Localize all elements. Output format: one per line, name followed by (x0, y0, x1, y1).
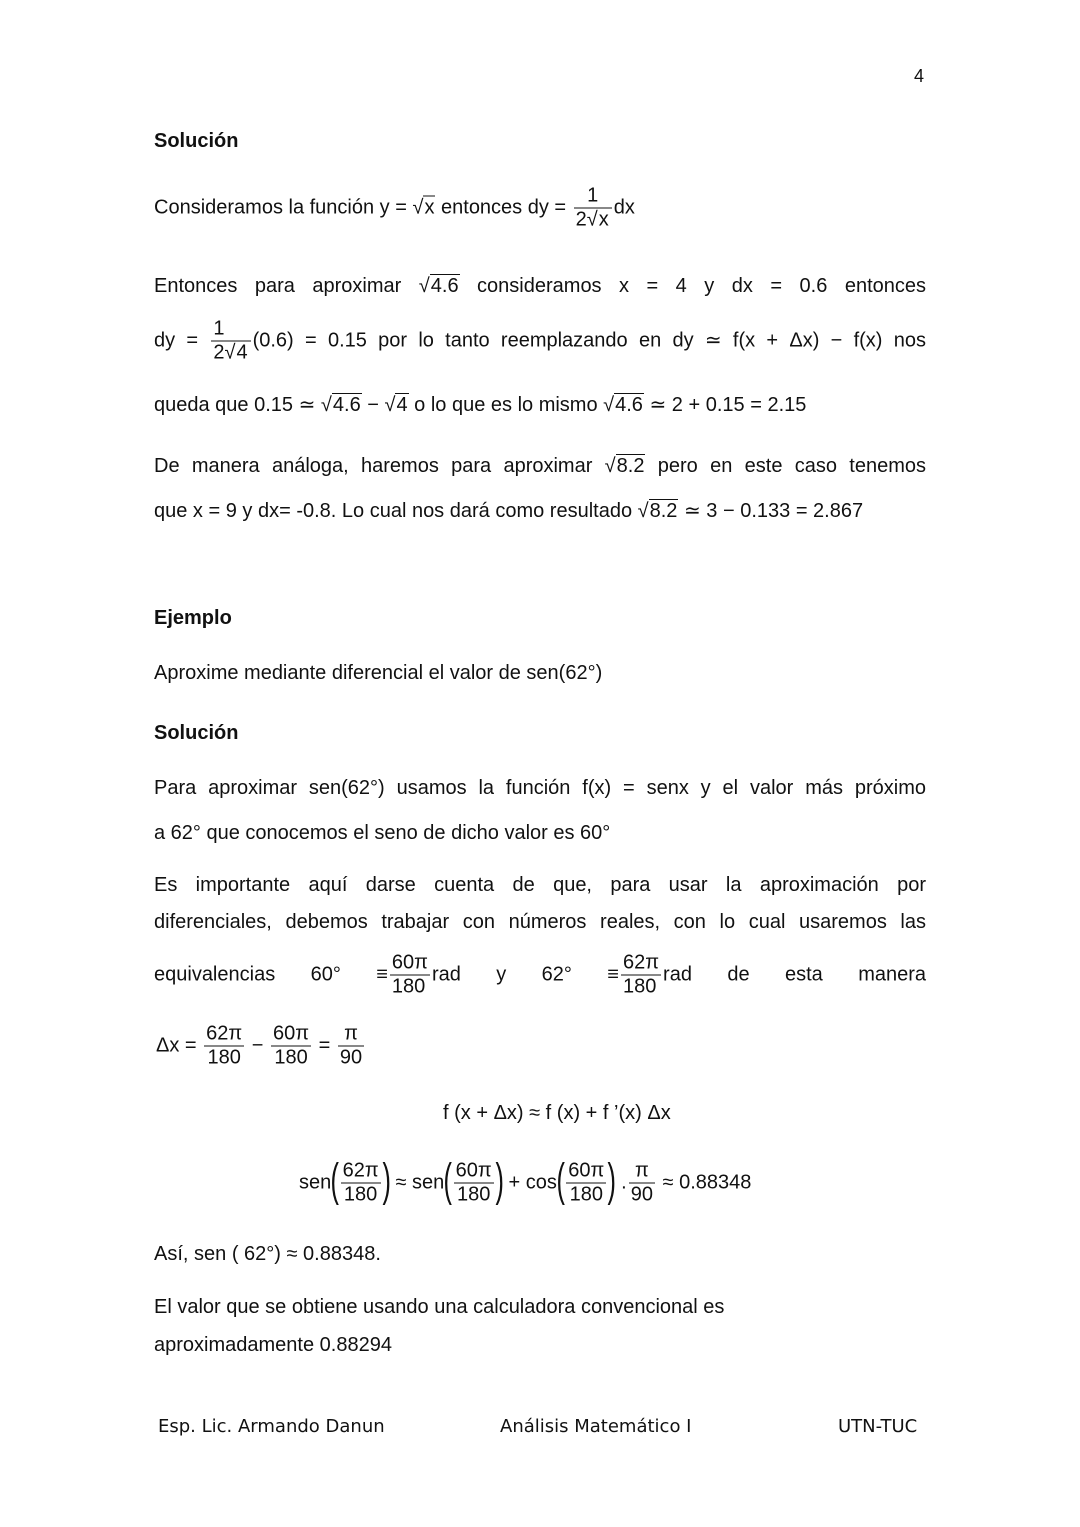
parenthesis: ( (443, 1153, 453, 1205)
square-root (321, 393, 362, 416)
text-segment: Es importante aquí darse cuenta de que, para usar la aproximación por (154, 874, 926, 896)
square-root (605, 454, 646, 477)
numerator (454, 1160, 494, 1184)
text-segment: 180 (456, 1183, 491, 1206)
denominator (341, 1184, 381, 1207)
square-root (224, 341, 248, 364)
radicand: x (424, 196, 435, 219)
text-segment: 62π (622, 951, 660, 974)
text-segment: o lo que es lo mismo (408, 394, 604, 416)
text-segment: 2 (213, 341, 225, 364)
denominator (338, 1047, 364, 1070)
text-segment: Δx = (156, 1034, 203, 1057)
radicand: 4.6 (615, 394, 643, 416)
text-segment: 60π (273, 1022, 310, 1045)
numerator (390, 952, 430, 976)
fraction (390, 952, 430, 999)
radicand: 4.6 (430, 275, 459, 297)
text-line (154, 776, 926, 800)
equation-sen-62 (299, 1153, 752, 1207)
text-segment: Así, sen ( 62°) ≈ 0.88348. (154, 1243, 381, 1265)
fraction (271, 1023, 311, 1070)
text-line (154, 318, 926, 365)
denominator (629, 1184, 655, 1207)
text-segment: 180 (622, 975, 657, 998)
text-segment: equivalencias 60° ≡ (154, 963, 388, 986)
radical-sign-icon: √ (224, 341, 236, 364)
text-line (154, 454, 926, 478)
square-root (603, 393, 644, 416)
text-line (154, 499, 863, 523)
radical-sign-icon: √ (418, 275, 430, 297)
text-line (154, 1295, 724, 1319)
text-line (154, 1242, 381, 1266)
text-line (154, 1333, 392, 1357)
heading-ejemplo (154, 606, 232, 630)
footer-institution: UTN-TUC (838, 1416, 918, 1437)
text-line (154, 910, 926, 934)
fraction (629, 1160, 655, 1207)
text-segment: ≃ 3 − 0.133 = 2.867 (678, 500, 864, 522)
square-root (638, 499, 679, 522)
denominator (211, 342, 250, 365)
text-segment: diferenciales, debemos trabajar con números reales, con lo cual usaremos las (154, 911, 926, 933)
text-segment: = (313, 1034, 336, 1057)
numerator (621, 952, 661, 976)
text-segment: 180 (569, 1183, 603, 1206)
radical-sign-icon: √ (320, 394, 332, 416)
numerator (629, 1160, 655, 1184)
text-segment: 180 (207, 1046, 241, 1069)
text-segment: dx (613, 196, 635, 219)
square-root (419, 274, 460, 297)
text-segment: 60π (455, 1159, 492, 1182)
text-segment: entonces dy = (435, 196, 572, 219)
text-segment: π (634, 1159, 649, 1182)
text-segment: 90 (630, 1183, 653, 1206)
text-segment: Solución (154, 130, 239, 152)
radicand: 4 (396, 394, 408, 416)
radical-sign-icon: √ (412, 196, 424, 219)
text-line (154, 873, 926, 897)
text-segment: 62π (342, 1159, 379, 1182)
footer-course: Análisis Matemático I (500, 1416, 692, 1437)
text-segment: Aproxime mediante diferencial el valor de sen(62°) (154, 662, 603, 684)
text-segment: pero en este caso tenemos (645, 455, 926, 477)
text-segment: De manera análoga, haremos para aproximar (154, 455, 605, 477)
page-number: 4 (914, 66, 925, 86)
square-root (412, 195, 435, 218)
fraction (204, 1023, 244, 1070)
text-segment: 180 (343, 1183, 378, 1206)
square-root (385, 393, 409, 416)
text-segment: Ejemplo (154, 607, 232, 629)
denominator (204, 1047, 244, 1070)
text-line (154, 661, 602, 685)
denominator (621, 976, 661, 999)
text-segment: + cos (503, 1171, 557, 1194)
text-segment: − (361, 394, 385, 416)
radical-sign-icon: √ (603, 394, 615, 416)
radicand: x (598, 208, 609, 231)
text-segment: 60π (391, 951, 428, 974)
radical-sign-icon: √ (586, 208, 598, 231)
denominator (566, 1184, 606, 1207)
equation-approximation (443, 1101, 671, 1125)
text-segment: rad y 62° ≡ (431, 963, 619, 986)
heading-solucion (154, 129, 238, 153)
text-line (154, 821, 610, 845)
radical-sign-icon: √ (604, 455, 616, 477)
numerator (341, 1160, 381, 1184)
text-segment: que x = 9 y dx= -0.8. Lo cual nos dará como resultado (154, 500, 638, 522)
fraction (211, 318, 250, 365)
text-segment: sen (299, 1171, 332, 1194)
radicand: 4.6 (332, 394, 361, 416)
text-segment: El valor que se obtiene usando una calculadora convencional es (154, 1296, 725, 1318)
text-segment: 180 (274, 1046, 308, 1069)
fraction (566, 1160, 606, 1207)
fraction (338, 1023, 364, 1070)
parenthesis: ( (556, 1153, 565, 1205)
radical-sign-icon: √ (637, 500, 649, 522)
text-segment: queda que 0.15 ≃ (154, 394, 321, 416)
text-segment: 90 (339, 1046, 363, 1069)
text-segment: 62π (206, 1022, 243, 1045)
numerator (338, 1023, 364, 1047)
fraction (621, 952, 661, 999)
parenthesis: ) (495, 1153, 504, 1205)
text-segment: − (246, 1034, 269, 1057)
text-segment: 60π (568, 1159, 605, 1182)
text-segment: consideramos x = 4 y dx = 0.6 entonces (459, 275, 926, 297)
text-segment: 2 (575, 208, 587, 231)
fraction (454, 1160, 494, 1207)
text-segment: ≈ 0.88348 (657, 1171, 752, 1194)
text-segment: 180 (391, 975, 426, 998)
footer-author: Esp. Lic. Armando Danun (158, 1416, 385, 1437)
numerator (574, 185, 612, 209)
denominator (574, 209, 612, 232)
fraction (574, 185, 612, 232)
parenthesis: ( (330, 1153, 340, 1205)
text-segment: 1 (213, 317, 225, 340)
numerator (204, 1023, 244, 1047)
radicand: 8.2 (649, 500, 678, 522)
text-segment: ≈ sen (389, 1171, 445, 1194)
numerator (566, 1160, 606, 1184)
text-segment: Solución (154, 722, 239, 744)
text-segment: Consideramos la función y = (154, 196, 413, 219)
parenthesis: ) (607, 1153, 617, 1205)
text-line (154, 393, 806, 417)
text-segment: f (x + Δx) ≈ f (x) + f ’(x) Δx (443, 1102, 671, 1124)
radicand: 4 (236, 341, 248, 364)
text-segment: a 62° que conocemos el seno de dicho valor es 60° (154, 822, 611, 844)
text-segment: 1 (587, 184, 599, 207)
text-segment: . (615, 1171, 627, 1194)
denominator (390, 976, 430, 999)
text-segment: dy = (154, 329, 210, 352)
text-line (154, 185, 635, 232)
text-segment: (0.6) = 0.15 por lo tanto reemplazando en dy ≃ f(x + Δx) − f(x) nos (252, 329, 926, 352)
radicand: 8.2 (616, 455, 645, 477)
text-segment: aproximadamente 0.88294 (154, 1334, 392, 1356)
denominator (271, 1047, 311, 1070)
text-segment: ≃ 2 + 0.15 = 2.15 (643, 394, 807, 416)
heading-solucion (154, 721, 238, 745)
numerator (211, 318, 250, 342)
square-root (587, 208, 610, 231)
text-segment: π (344, 1022, 358, 1045)
denominator (454, 1184, 494, 1207)
parenthesis: ) (382, 1153, 391, 1205)
text-segment: Entonces para aproximar (154, 275, 419, 297)
text-line (154, 274, 926, 298)
numerator (271, 1023, 311, 1047)
text-segment: Para aproximar sen(62°) usamos la función f(x) = senx y el valor más próximo (154, 777, 926, 799)
equation-delta-x (156, 1023, 366, 1070)
radical-sign-icon: √ (384, 394, 396, 416)
text-line (154, 952, 926, 999)
text-segment: rad de esta manera (663, 963, 926, 986)
fraction (341, 1160, 381, 1207)
